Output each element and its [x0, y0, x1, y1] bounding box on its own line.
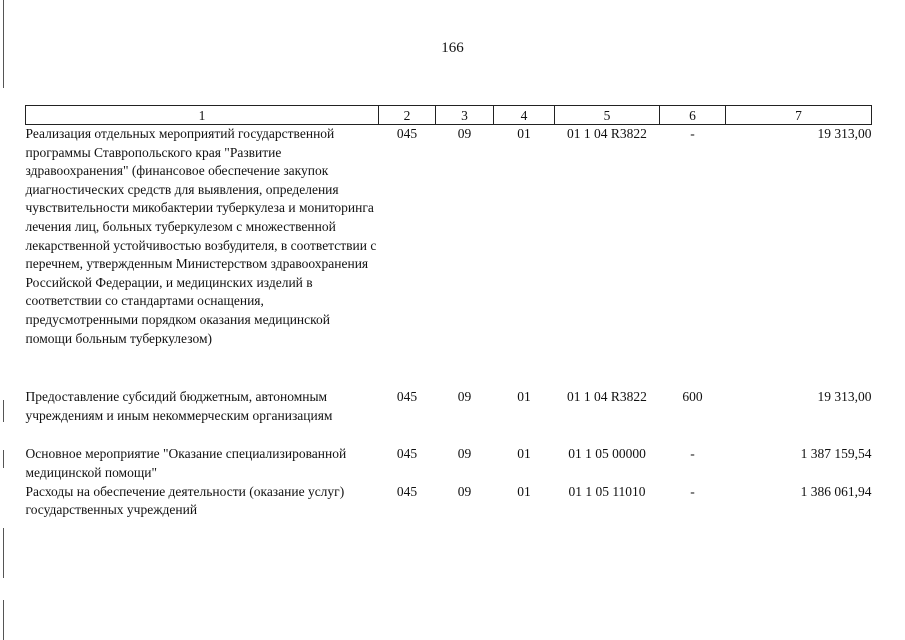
row-rz: 09: [457, 389, 472, 405]
scan-edge-mark: [3, 528, 4, 578]
column-header: 6: [660, 106, 726, 125]
row-vr: 600: [682, 389, 703, 405]
row-sum: 1 387 159,54: [800, 446, 872, 462]
column-header: 5: [555, 106, 660, 125]
row-vr: -: [690, 446, 695, 462]
row-ved: 045: [396, 483, 418, 499]
row-sum: 19 313,00: [817, 389, 872, 405]
row-description: Предоставление субсидий бюджетным, автономным учреждениям и иным некоммерческим организациям: [25, 389, 333, 423]
scan-edge-mark: [3, 400, 4, 422]
row-pr: 01: [517, 389, 531, 405]
column-header: 1: [26, 106, 379, 125]
page-number: 166: [441, 40, 464, 56]
row-vr: -: [690, 483, 695, 499]
scan-edge-mark: [3, 450, 4, 468]
row-pr: 01: [517, 483, 531, 499]
column-header: 4: [494, 106, 555, 125]
row-sum: 19 313,00: [817, 126, 872, 141]
row-csr: 01 1 04 R3822: [567, 126, 647, 141]
row-csr: 01 1 04 R3822: [567, 389, 647, 405]
row-pr: 01: [517, 446, 531, 462]
column-header: 3: [436, 106, 494, 125]
row-vr: -: [690, 126, 695, 141]
row-ved: 045: [396, 446, 418, 462]
row-spacer: [26, 368, 872, 388]
row-spacer: [26, 425, 872, 445]
row-description: Расходы на обеспечение деятельности (оказание услуг) государственных учреждений: [25, 483, 345, 518]
table-row: [26, 388, 872, 425]
row-csr: 01 1 05 11010: [568, 483, 646, 499]
row-description: Реализация отдельных мероприятий государственной программы Ставропольского края "Развитие здравоохранения" (финансовое обеспечение закупок диагностических средств для выявления, определения чувствительности микобактерии туберкулеза и мониторинга лечения лиц, больных туберкулезом с множественной лекарственной устойчивостью возбудителя, в соответствии с перечнем, утвержденным Министерством здравоохранения Российской Федерации, и медицинских изделий в соответствии со стандартами оснащения, предусмотренными порядком оказания медицинской помощи больным туберкулезом): [25, 126, 377, 346]
row-ved: 045: [396, 126, 418, 141]
scan-edge-mark: [3, 600, 4, 640]
table-header-row: [26, 106, 872, 125]
row-spacer: [26, 348, 872, 368]
table-row: [26, 445, 872, 482]
table-row: [26, 125, 872, 349]
column-header: 7: [726, 106, 872, 125]
row-pr: 01: [517, 126, 531, 141]
column-header: 2: [379, 106, 436, 125]
scan-edge-mark: [3, 0, 4, 88]
row-ved: 045: [396, 389, 418, 405]
row-sum: 1 386 061,94: [800, 483, 872, 499]
row-rz: 09: [457, 483, 472, 499]
row-csr: 01 1 05 00000: [568, 446, 646, 462]
row-rz: 09: [457, 446, 472, 462]
row-rz: 09: [457, 126, 472, 141]
row-description: Основное мероприятие "Оказание специализированной медицинской помощи": [25, 446, 347, 480]
budget-table: [25, 105, 872, 520]
table-row: [26, 483, 872, 520]
